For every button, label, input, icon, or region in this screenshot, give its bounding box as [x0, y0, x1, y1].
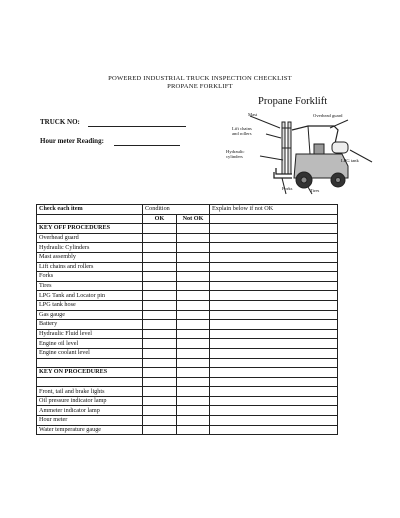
item-label: Ammeter indicator lamp	[37, 406, 143, 416]
explain-cell[interactable]	[210, 396, 338, 406]
not-ok-cell[interactable]	[177, 281, 210, 291]
table-row	[37, 406, 338, 416]
label-tires: Tires	[310, 188, 320, 193]
ok-cell[interactable]	[143, 387, 177, 397]
table-row	[37, 348, 338, 358]
label-overhead-guard: Overhead guard	[313, 113, 343, 118]
ok-cell[interactable]	[143, 416, 177, 426]
table-row	[37, 281, 338, 291]
inspection-checklist-table	[36, 204, 338, 435]
explain-cell[interactable]	[210, 262, 338, 272]
table-row	[37, 310, 338, 320]
table-header-row	[37, 205, 338, 215]
label-hydraulic: Hydraulic	[226, 149, 245, 154]
table-row	[37, 339, 338, 349]
item-label: Hour meter	[37, 416, 143, 426]
table-row	[37, 252, 338, 262]
ok-cell[interactable]	[143, 425, 177, 435]
ok-cell[interactable]	[143, 272, 177, 282]
label-and-rollers: and rollers	[232, 131, 252, 136]
table-row	[37, 233, 338, 243]
hour-meter-field[interactable]	[114, 145, 180, 146]
blank-row	[37, 377, 338, 387]
item-label: Oil pressure indicator lamp	[37, 396, 143, 406]
blank-row	[37, 358, 338, 368]
explain-cell[interactable]	[210, 281, 338, 291]
item-label: Engine oil level	[37, 339, 143, 349]
empty-cell	[177, 377, 210, 387]
column-header-explain: Explain below if not OK	[210, 205, 338, 215]
ok-cell[interactable]	[143, 339, 177, 349]
not-ok-cell[interactable]	[177, 387, 210, 397]
ok-cell[interactable]	[143, 262, 177, 272]
explain-cell[interactable]	[210, 310, 338, 320]
empty-cell	[210, 214, 338, 224]
not-ok-cell[interactable]	[177, 406, 210, 416]
table-row	[37, 243, 338, 253]
hour-meter-label: Hour meter Reading:	[40, 137, 104, 145]
table-subheader-row	[37, 214, 338, 224]
explain-cell[interactable]	[210, 272, 338, 282]
explain-cell[interactable]	[210, 339, 338, 349]
section-title: KEY OFF PROCEDURES	[37, 224, 143, 234]
table-row	[37, 416, 338, 426]
table-row	[37, 387, 338, 397]
ok-cell[interactable]	[143, 233, 177, 243]
table-row	[37, 272, 338, 282]
empty-cell	[210, 377, 338, 387]
explain-cell[interactable]	[210, 368, 338, 378]
table-row	[37, 396, 338, 406]
explain-cell[interactable]	[210, 320, 338, 330]
ok-cell[interactable]	[143, 252, 177, 262]
empty-cell	[143, 358, 177, 368]
ok-cell[interactable]	[143, 368, 177, 378]
item-label: Hydraulic Cylinders	[37, 243, 143, 253]
label-cylinders: cylinders	[226, 154, 243, 159]
not-ok-cell[interactable]	[177, 224, 210, 234]
item-label: Lift chains and rollers	[37, 262, 143, 272]
explain-cell[interactable]	[210, 224, 338, 234]
ok-cell[interactable]	[143, 396, 177, 406]
ok-cell[interactable]	[143, 348, 177, 358]
explain-cell[interactable]	[210, 329, 338, 339]
label-forks: Forks	[282, 186, 293, 191]
explain-cell[interactable]	[210, 425, 338, 435]
column-header-ok: OK	[143, 214, 177, 224]
not-ok-cell[interactable]	[177, 368, 210, 378]
not-ok-cell[interactable]	[177, 272, 210, 282]
item-label: Mast assembly	[37, 252, 143, 262]
ok-cell[interactable]	[143, 224, 177, 234]
label-mast: Mast	[248, 112, 258, 117]
lpg-tank-shape	[332, 142, 348, 153]
ok-cell[interactable]	[143, 243, 177, 253]
ok-cell[interactable]	[143, 291, 177, 301]
document-subtitle: PROPANE FORKLIFT	[167, 83, 233, 90]
not-ok-cell[interactable]	[177, 339, 210, 349]
truck-no-field[interactable]	[88, 126, 186, 127]
item-label: Hydraulic Fluid level	[37, 329, 143, 339]
explain-cell[interactable]	[210, 233, 338, 243]
table-row	[37, 300, 338, 310]
table-row	[37, 320, 338, 330]
empty-cell	[37, 377, 143, 387]
empty-cell	[37, 214, 143, 224]
item-label: LPG Tank and Locator pin	[37, 291, 143, 301]
table-row	[37, 329, 338, 339]
empty-cell	[210, 358, 338, 368]
not-ok-cell[interactable]	[177, 348, 210, 358]
item-label: Tires	[37, 281, 143, 291]
document-title: POWERED INDUSTRIAL TRUCK INSPECTION CHECKLIST	[108, 75, 292, 82]
explain-cell[interactable]	[210, 291, 338, 301]
explain-cell[interactable]	[210, 406, 338, 416]
not-ok-cell[interactable]	[177, 291, 210, 301]
table-row	[37, 262, 338, 272]
ok-cell[interactable]	[143, 329, 177, 339]
item-label: Forks	[37, 272, 143, 282]
empty-cell	[143, 377, 177, 387]
forklift-illustration	[250, 116, 372, 194]
not-ok-cell[interactable]	[177, 310, 210, 320]
explain-cell[interactable]	[210, 348, 338, 358]
item-label: Gas gauge	[37, 310, 143, 320]
column-header-not-ok: Not OK	[177, 214, 210, 224]
item-label: Water temperature gauge	[37, 425, 143, 435]
not-ok-cell[interactable]	[177, 320, 210, 330]
label-lift-chains: Lift chains	[232, 126, 252, 131]
item-label: Battery	[37, 320, 143, 330]
truck-no-label: TRUCK NO:	[40, 118, 80, 126]
not-ok-cell[interactable]	[177, 416, 210, 426]
table-row	[37, 425, 338, 435]
ok-cell[interactable]	[143, 300, 177, 310]
empty-cell	[177, 358, 210, 368]
item-label: Engine coolant level	[37, 348, 143, 358]
label-lpg-tank: LPG tank	[341, 158, 359, 163]
explain-cell[interactable]	[210, 387, 338, 397]
diagram-title: Propane Forklift	[258, 96, 328, 107]
empty-cell	[37, 358, 143, 368]
not-ok-cell[interactable]	[177, 243, 210, 253]
item-label: Front, tail and brake lights	[37, 387, 143, 397]
ok-cell[interactable]	[143, 310, 177, 320]
ok-cell[interactable]	[143, 320, 177, 330]
section-header-row	[37, 224, 338, 234]
not-ok-cell[interactable]	[177, 329, 210, 339]
section-header-row	[37, 368, 338, 378]
section-title: KEY ON PROCEDURES	[37, 368, 143, 378]
item-label: LPG tank hose	[37, 300, 143, 310]
not-ok-cell[interactable]	[177, 300, 210, 310]
explain-cell[interactable]	[210, 300, 338, 310]
ok-cell[interactable]	[143, 406, 177, 416]
explain-cell[interactable]	[210, 416, 338, 426]
item-label: Overhead guard	[37, 233, 143, 243]
column-header-condition: Condition	[143, 205, 210, 215]
not-ok-cell[interactable]	[177, 233, 210, 243]
table-row	[37, 291, 338, 301]
not-ok-cell[interactable]	[177, 396, 210, 406]
ok-cell[interactable]	[143, 281, 177, 291]
not-ok-cell[interactable]	[177, 262, 210, 272]
column-header-item: Check each item	[37, 205, 143, 215]
explain-cell[interactable]	[210, 252, 338, 262]
not-ok-cell[interactable]	[177, 425, 210, 435]
not-ok-cell[interactable]	[177, 252, 210, 262]
explain-cell[interactable]	[210, 243, 338, 253]
